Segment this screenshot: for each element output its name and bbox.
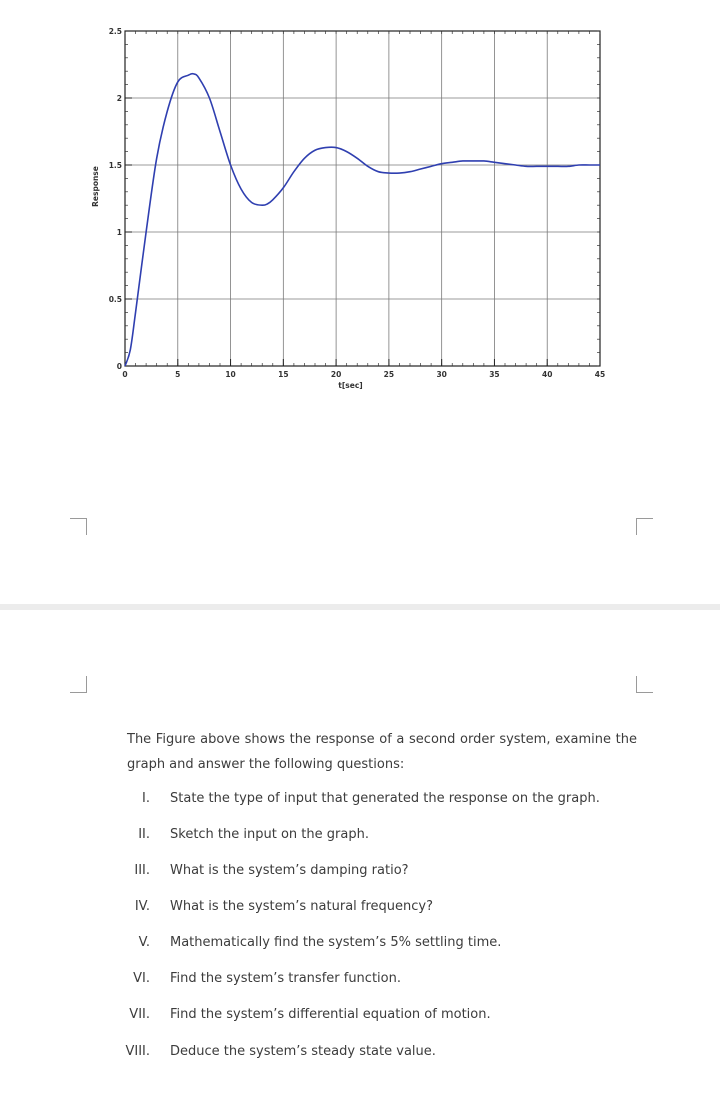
question-number: VII.	[129, 1007, 150, 1022]
x-tick-label: 45	[594, 370, 606, 379]
x-tick-label: 5	[175, 370, 181, 379]
x-tick-label: 30	[436, 370, 447, 379]
y-axis-label: Response	[91, 166, 100, 207]
question-item	[0, 863, 720, 883]
page-corner-mark-bottom-left	[70, 676, 87, 693]
question-item	[0, 791, 720, 811]
question-text: Mathematically find the system’s 5% settling time.	[170, 935, 502, 950]
y-tick-label: 2.5	[108, 27, 122, 36]
question-text: What is the system’s damping ratio?	[170, 863, 409, 878]
x-tick-label: 35	[489, 370, 500, 379]
question-number: II.	[138, 827, 150, 842]
page-corner-mark-top-left	[70, 518, 87, 535]
x-axis-ticks	[122, 359, 605, 379]
question-intro: The Figure above shows the response of a second order system, examine the graph and answer the following questions:	[127, 732, 637, 772]
y-tick-label: 0	[116, 362, 122, 371]
x-tick-label: 10	[225, 370, 236, 379]
response-chart	[0, 0, 720, 410]
question-text: Find the system’s transfer function.	[170, 971, 401, 986]
document-page-lower	[0, 610, 720, 1105]
question-item	[0, 1007, 720, 1027]
question-number: IV.	[134, 899, 150, 914]
question-text: Find the system’s differential equation of motion.	[170, 1007, 491, 1022]
question-text: Sketch the input on the graph.	[170, 827, 369, 842]
question-item	[0, 827, 720, 847]
question-number: I.	[142, 791, 150, 806]
x-tick-label: 15	[278, 370, 289, 379]
x-axis-label: t[sec]	[338, 381, 363, 390]
x-tick-label: 25	[383, 370, 395, 379]
chart-grid	[125, 31, 600, 366]
question-item	[0, 971, 720, 991]
question-text: What is the system’s natural frequency?	[170, 899, 434, 914]
question-number: VI.	[133, 971, 150, 986]
question-number: V.	[138, 935, 150, 950]
y-tick-label: 0.5	[108, 295, 122, 304]
question-number: VIII.	[125, 1044, 150, 1059]
plot-area-frame	[125, 31, 600, 366]
minor-ticks	[125, 31, 600, 366]
question-number: III.	[134, 863, 150, 878]
question-item	[0, 1044, 720, 1064]
x-tick-label: 40	[542, 370, 553, 379]
question-text: Deduce the system’s steady state value.	[170, 1044, 436, 1059]
page-corner-mark-top-right	[636, 518, 653, 535]
question-item	[0, 899, 720, 919]
x-tick-label: 0	[122, 370, 128, 379]
page-corner-mark-bottom-right	[636, 676, 653, 693]
y-tick-label: 1.5	[108, 161, 122, 170]
response-series-line	[125, 74, 600, 366]
question-text: State the type of input that generated the response on the graph.	[170, 791, 600, 806]
y-axis-ticks	[109, 27, 132, 371]
y-tick-label: 1	[116, 228, 122, 237]
x-tick-label: 20	[330, 370, 342, 379]
y-tick-label: 2	[116, 94, 122, 103]
question-item	[0, 935, 720, 955]
